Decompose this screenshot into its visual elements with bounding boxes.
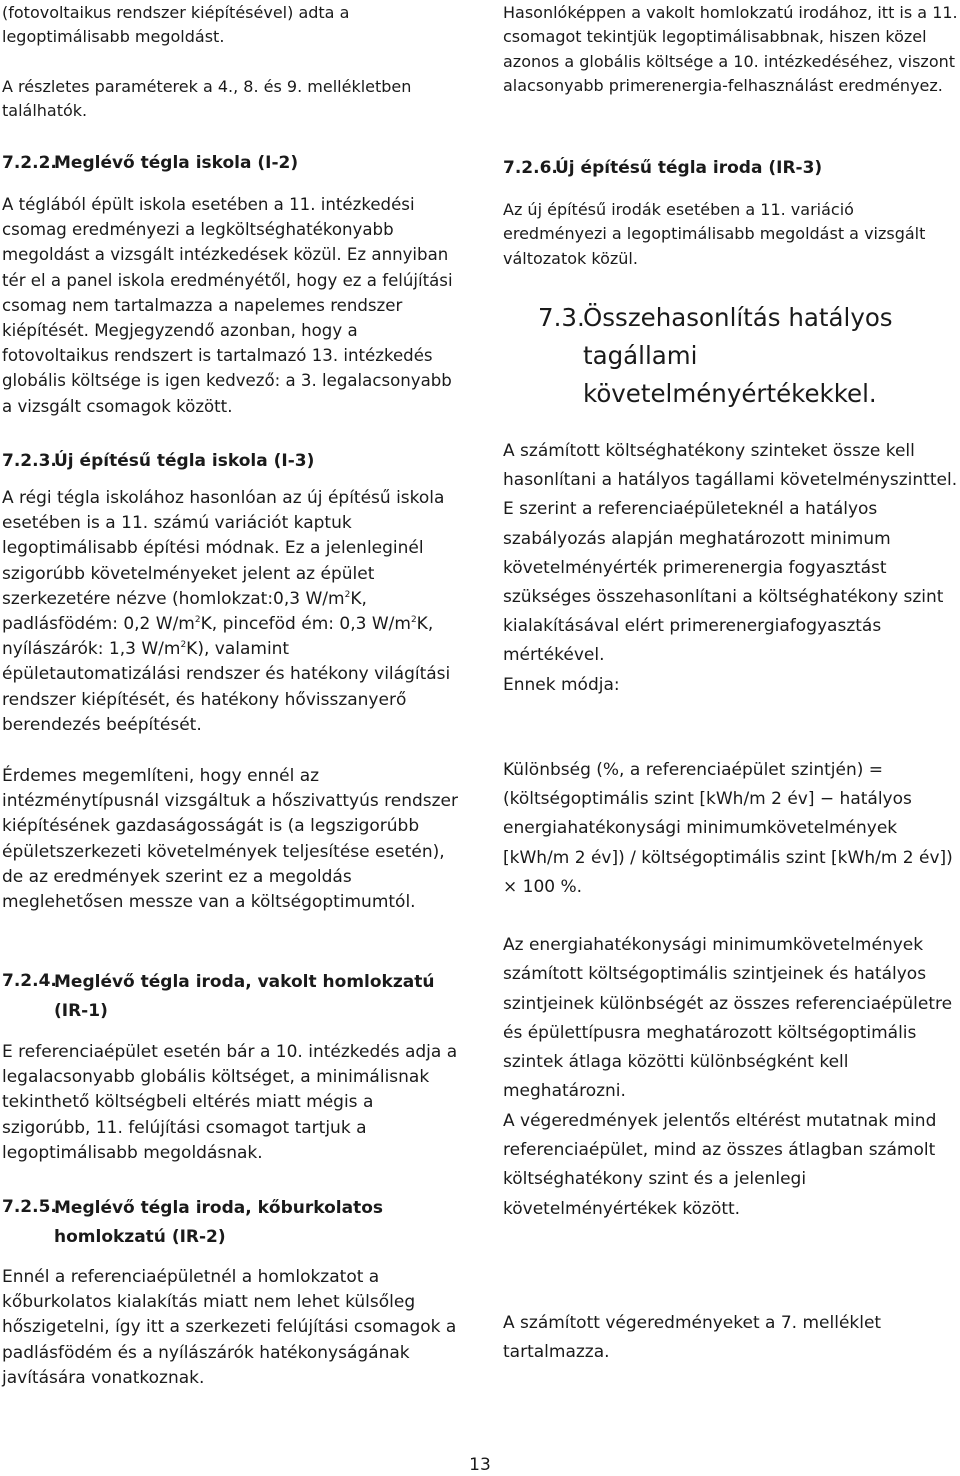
- heading-title: Új építésű tégla iskola (I-3): [54, 451, 315, 471]
- paragraph-7-3-a: [503, 437, 958, 700]
- heading-title: Összehasonlítás hatályos tagállami követelményértékekkel.: [583, 303, 893, 408]
- text-segment: K, padlásfödém: 0,2 W/m: [2, 588, 367, 635]
- superscript: 2: [180, 640, 187, 651]
- paragraph-top: Hasonlóképpen a vakolt homlokzatú irodához, itt is a 11. csomagot tekintjük legoptimálisabbnak, hiszen közel azonos a globális költsége a 10. intézkedéséhez, viszont alacsonyabb primerenergia-felhasználást eredményez.: [503, 3, 958, 96]
- heading-7-2-4: [2, 968, 464, 1026]
- text-segment: Ennek módja:: [503, 674, 620, 695]
- paragraph-7-2-3-c: Érdemes megemlíteni, hogy ennél az intézménytípusnál vizsgáltuk a hőszivattyús rendszer kiépítésének gazdaságosságát is (a legszigorúbb épületszerkezeti követelmények teljesítése esetén), de az eredmények szerint ez a megoldás meglehetősen messze van a költségoptimumtól.: [2, 766, 458, 913]
- heading-number: 7.2.6.: [503, 158, 558, 178]
- paragraph-7-2-6: Az új építésű irodák esetében a 11. variáció eredményezi a legoptimálisabb megoldást a vizsgált változatok közül.: [503, 200, 926, 268]
- heading-7-2-5: [2, 1194, 464, 1252]
- heading-title: Meglévő tégla iskola (I-2): [54, 153, 299, 173]
- heading-7-2-3: [2, 448, 464, 474]
- text-segment: A végeredmények jelentős eltérést mutatnak mind referenciaépület, mind az összes átlagban számolt költséghatékony szint és a jelenlegi követelményértékek között.: [503, 1110, 937, 1219]
- paragraph-7-3-c: [503, 931, 958, 1224]
- text-segment: A régi tégla iskolához hasonlóan az új építésű iskola esetében is a 11. számú variációt kaptuk legoptimálisabb építési módnak.: [2, 488, 445, 559]
- heading-7-3: [503, 299, 958, 413]
- superscript: 2: [410, 615, 417, 626]
- text-segment: Ez a jelenleginél szigorúbb követelményeket jelent az épület szerkezetére nézve (homlokzat:0,3 W/m: [2, 538, 424, 609]
- text-segment: K), valamint épületautomatizálási rendszer és hatékony világítási rendszer kiépítését, és hatékony hővisszanyerő berendezés beépítését.: [2, 639, 451, 735]
- paragraph-7-2-5: Ennél a referenciaépületnél a homlokzatot a kőburkolatos kialakítás miatt nem lehet külsőleg hőszigetelni, így itt a szerkezeti felújítási csomagok a padlásfödém és a nyílászárók hatékonyságának javítására vonatkoznak.: [2, 1267, 457, 1388]
- heading-number: 7.2.3.: [2, 451, 57, 471]
- paragraph-7-2-2: A téglából épült iskola esetében a 11. intézkedési csomag eredményezi a legköltséghatékonyabb megoldást a vizsgált intézkedések közül. Ez annyiban tér el a panel iskola eredményétől, hogy ez a felújítási csomag nem tartalmazza a napelemes rendszer kiépítését. Megjegyzendő azonban, hogy a fotovoltaikus rendszert is tartalmazó 13. intézkedés globális költsége is igen kedvező: a 3. legalacsonyabb a vizsgált csomagok között.: [2, 195, 453, 416]
- superscript: 2: [194, 615, 201, 626]
- heading-title: Új építésű tégla iroda (IR-3): [555, 158, 823, 178]
- paragraph-formula: Különbség (%, a referenciaépület szintjén) = (költségoptimális szint [kWh/m 2 év] − hatályos energiahatékonysági minimumkövetelmények [kWh/m 2 év]) / költségoptimális szint [kWh/m 2 év]) × 100 %.: [503, 760, 953, 897]
- text-segment: Az energiahatékonysági minimumkövetelmények számított költségoptimális szintjeinek és hatályos szintjeinek különbségét az összes referenciaépületre és épülettípusra meghatározott költségoptimális szintek átlaga közötti különbségként kell meghatározni.: [503, 935, 953, 1102]
- heading-title: Meglévő tégla iroda, vakolt homlokzatú (IR-1): [54, 972, 435, 1021]
- text-segment: K, nyílászárók: 1,3 W/m: [2, 614, 434, 660]
- heading-number: 7.2.5.: [2, 1197, 57, 1217]
- text-segment: A számított költséghatékony szinteket össze kell hasonlítani a hatályos tagállami követelményszinttel. E szerint a referenciaépületeknél a hatályos szabályozás alapján meghatározott minimum követelményérték primerenergia fogyasztást szükséges összehasonlítani a költséghatékony szint kialakításával elért primerenergiafogyasztás mértékével.: [503, 441, 958, 666]
- page-number: 13: [469, 1455, 491, 1475]
- heading-7-2-2: [2, 150, 464, 176]
- paragraph-7-3-e: A számított végeredményeket a 7. melléklet tartalmazza.: [503, 1313, 882, 1363]
- paragraph-7-2-3-a: [2, 486, 464, 738]
- heading-number: 7.3.: [538, 303, 585, 332]
- heading-number: 7.2.4.: [2, 971, 57, 991]
- paragraph-params: A részletes paraméterek a 4., 8. és 9. mellékletben találhatók.: [2, 77, 412, 121]
- heading-7-2-6: [503, 155, 958, 181]
- heading-number: 7.2.2.: [2, 153, 57, 173]
- heading-title: Meglévő tégla iroda, kőburkolatos homlokzatú (IR-2): [54, 1198, 383, 1247]
- paragraph-7-2-4: E referenciaépület esetén bár a 10. intézkedés adja a legalacsonyabb globális költséget, a minimálisnak tekinthető költségbeli eltérés miatt mégis a szigorúbb, 11. felújítási csomagot tartjuk a legoptimálisabb megoldásnak.: [2, 1042, 458, 1163]
- superscript: 2: [344, 589, 351, 600]
- paragraph-intro: (fotovoltaikus rendszer kiépítésével) adta a legoptimálisabb megoldást.: [2, 3, 350, 47]
- text-segment: K, pinceföd ém: 0,3 W/m: [200, 614, 411, 635]
